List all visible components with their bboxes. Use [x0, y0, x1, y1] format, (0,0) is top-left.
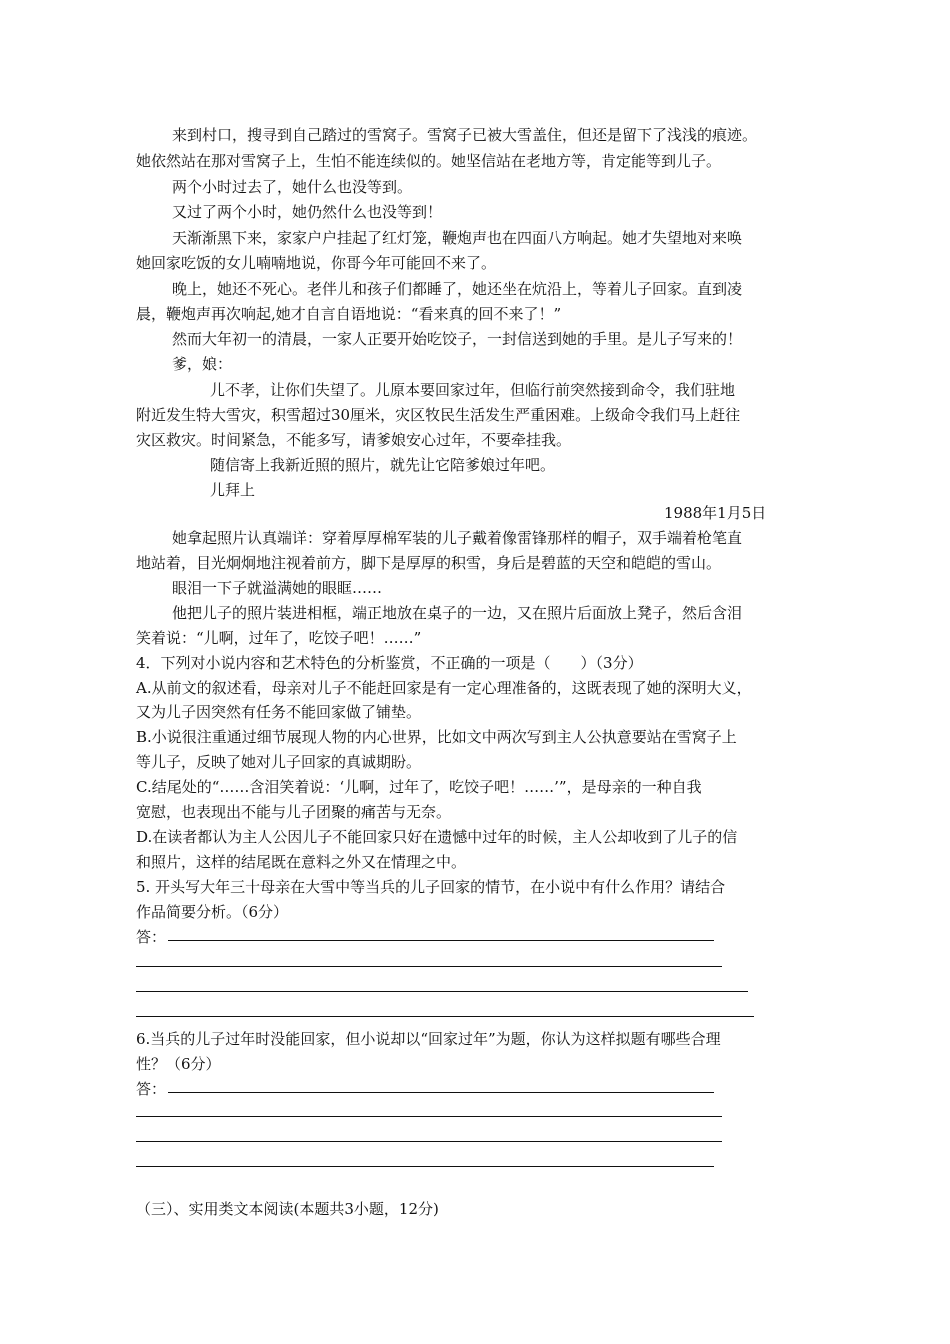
q6-answer-line[interactable]	[136, 1166, 714, 1167]
passage-line: 笑着说：“儿啊，过年了，吃饺子吧！……”	[136, 629, 422, 647]
passage-line: 她回家吃饭的女儿喃喃地说，你哥今年可能回不来了。	[136, 254, 497, 272]
q6-stem: 6.当兵的儿子过年时没能回家，但小说却以“回家过年”为题，你认为这样拟题有哪些合理	[136, 1030, 721, 1048]
passage-line: 天渐渐黑下来，家家户户挂起了红灯笼，鞭炮声也在四面八方响起。她才失望地对来唤	[172, 229, 743, 247]
q5-answer-label: 答：	[136, 928, 167, 946]
q4-option-a: A.从前文的叙述看，母亲对儿子不能赶回家是有一定心理准备的，这既表现了她的深明大义，	[136, 679, 752, 697]
q5-answer-line[interactable]	[136, 1016, 754, 1017]
passage-line: 他把儿子的照片装进相框，端正地放在桌子的一边，又在照片后面放上凳子，然后含泪	[172, 604, 743, 622]
q4-option-c: C.结尾处的“……含泪笑着说：‘儿啊，过年了，吃饺子吧！……’”，是母亲的一种自我	[136, 778, 702, 796]
q4-option-d: D.在读者都认为主人公因儿子不能回家只好在遗憾中过年的时候，主人公却收到了儿子的信	[136, 828, 738, 846]
q4-option-c-cont: 宽慰，也表现出不能与儿子团聚的痛苦与无奈。	[136, 803, 452, 821]
letter-date: 1988年1月5日	[664, 504, 767, 522]
q5-stem: 5. 开头写大年三十母亲在大雪中等当兵的儿子回家的情节，在小说中有什么作用？请结合	[136, 878, 726, 896]
passage-line: 晨，鞭炮声再次响起,她才自言自语地说：“看来真的回不来了！”	[136, 305, 562, 323]
q6-answer-line[interactable]	[168, 1092, 714, 1093]
passage-line: 她拿起照片认真端详：穿着厚厚棉军装的儿子戴着像雷锋那样的帽子，双手端着枪笔直	[172, 529, 743, 547]
q5-answer-line[interactable]	[168, 940, 714, 941]
q6-stem-cont: 性？（6分）	[136, 1055, 221, 1073]
passage-line: 然而大年初一的清晨，一家人正要开始吃饺子，一封信送到她的手里。是儿子写来的！	[172, 330, 743, 348]
q5-answer-line[interactable]	[136, 991, 748, 992]
q4-option-b-cont: 等儿子，反映了她对儿子回家的真诚期盼。	[136, 753, 422, 771]
letter-salutation: 爹，娘：	[172, 355, 233, 373]
q6-answer-line[interactable]	[136, 1141, 722, 1142]
q6-answer-label: 答：	[136, 1080, 167, 1098]
letter-sign: 儿拜上	[210, 481, 256, 499]
q4-option-d-cont: 和照片，这样的结尾既在意料之外又在情理之中。	[136, 853, 467, 871]
passage-line: 来到村口，搜寻到自己踏过的雪窝子。雪窝子已被大雪盖住，但还是留下了浅浅的痕迹。	[172, 126, 758, 144]
passage-line: 两个小时过去了，她什么也没等到。	[172, 178, 413, 196]
letter-line: 儿不孝，让你们失望了。儿原本要回家过年，但临行前突然接到命令，我们驻地	[210, 381, 736, 399]
q5-answer-line[interactable]	[136, 966, 722, 967]
q4-option-b: B.小说很注重通过细节展现人物的内心世界，比如文中两次写到主人公执意要站在雪窝子上	[136, 728, 737, 746]
passage-line: 眼泪一下子就溢满她的眼眶……	[172, 579, 383, 597]
q4-stem: 4．下列对小说内容和艺术特色的分析鉴赏，不正确的一项是（ ）（3分）	[136, 654, 643, 672]
section-heading: （三）、实用类文本阅读(本题共3小题，12分)	[136, 1200, 439, 1218]
q6-answer-line[interactable]	[136, 1116, 722, 1117]
passage-line: 又过了两个小时，她仍然什么也没等到！	[172, 203, 443, 221]
q5-stem-cont: 作品简要分析。（6分）	[136, 903, 289, 921]
passage-line: 晚上，她还不死心。老伴儿和孩子们都睡了，她还坐在炕沿上，等着儿子回家。直到凌	[172, 280, 743, 298]
q4-option-a-cont: 又为儿子因突然有任务不能回家做了铺垫。	[136, 703, 422, 721]
letter-line: 附近发生特大雪灾，积雪超过30厘米，灾区牧民生活发生严重困难。上级命令我们马上赶往	[136, 406, 741, 424]
passage-line: 她依然站在那对雪窝子上，生怕不能连续似的。她坚信站在老地方等，肯定能等到儿子。	[136, 152, 722, 170]
letter-line: 灾区救灾。时间紧急，不能多写，请爹娘安心过年，不要牵挂我。	[136, 431, 572, 449]
letter-ps: 随信寄上我新近照的照片，就先让它陪爹娘过年吧。	[210, 456, 556, 474]
passage-line: 地站着，目光炯炯地注视着前方，脚下是厚厚的积雪，身后是碧蓝的天空和皑皑的雪山。	[136, 554, 722, 572]
